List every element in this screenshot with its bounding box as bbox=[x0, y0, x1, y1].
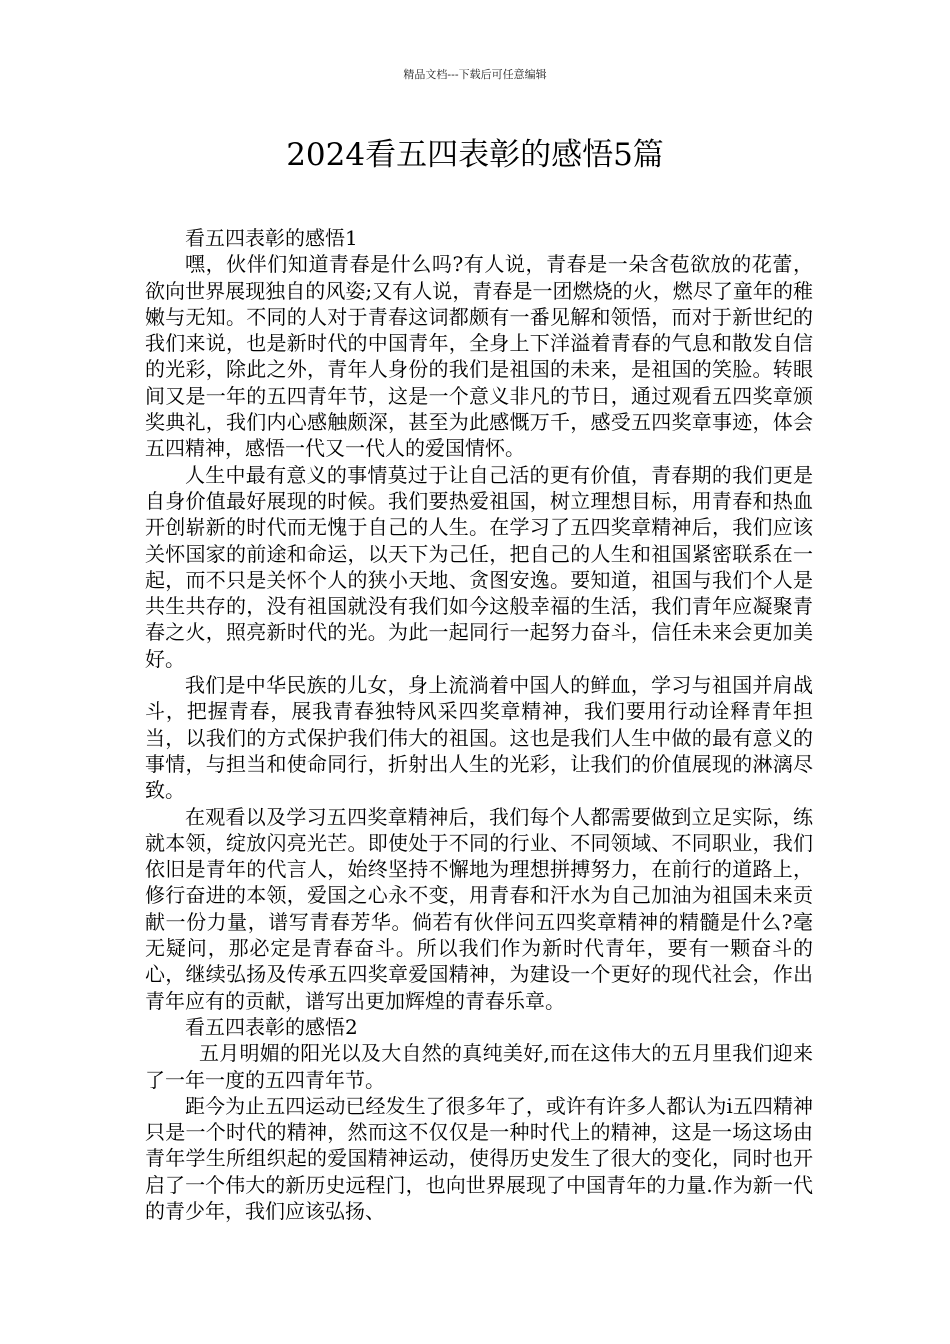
header-note: 精品文档---下载后可任意编辑 bbox=[403, 68, 547, 81]
paragraph: 距今为止五四运动已经发生了很多年了，或许有许多人都认为i五四精神只是一个时代的精神，然而这不仅仅是一种时代上的精神，这是一场这场由青年学生所组织起的爱国精神运动，使得历史发生了很大的变化，同时也开启了一个伟大的新历史远程门，也向世界展现了中国青年的力量.作为新一代的青少年，我们应该弘扬、 bbox=[145, 1093, 813, 1223]
page-title: 2024看五四表彰的感悟5篇 bbox=[286, 137, 664, 173]
section-heading-2: 看五四表彰的感悟2 bbox=[185, 1014, 358, 1039]
paragraph: 我们是中华民族的儿女，身上流淌着中国人的鲜血，学习与祖国并肩战斗，把握青春，展我青春独特风采四奖章精神，我们要用行动诠释青年担当，以我们的方式保护我们伟大的祖国。这也是我们人生中做的最有意义的事情，与担当和使命同行，折射出人生的光彩，让我们的价值展现的淋漓尽致。 bbox=[145, 673, 813, 803]
paragraph: 五月明媚的阳光以及大自然的真纯美好,而在这伟大的五月里我们迎来了一年一度的五四青年节。 bbox=[145, 1041, 813, 1092]
document-body bbox=[145, 225, 813, 1224]
section-heading-1: 看五四表彰的感悟1 bbox=[185, 226, 358, 250]
paragraph: 嘿，伙伴们知道青春是什么吗?有人说，青春是一朵含苞欲放的花蕾，欲向世界展现独自的风姿;又有人说，青春是一团燃烧的火，燃尽了童年的稚嫩与无知。不同的人对于青春这词都颇有一番见解和领悟，而对于新世纪的我们来说，也是新时代的中国青年，全身上下洋溢着青春的气息和散发自信的光彩，除此之外，青年人身份的我们是祖国的未来，是祖国的笑脸。转眼间又是一年的五四青年节，这是一个意义非凡的节日，通过观看五四奖章颁奖典礼，我们内心感触颇深，甚至为此感慨万千，感受五四奖章事迹，体会五四精神，感悟一代又一代人的爱国情怀。 bbox=[145, 252, 813, 461]
paragraph: 人生中最有意义的事情莫过于让自己活的更有价值，青春期的我们更是自身价值最好展现的时候。我们要热爱祖国，树立理想目标，用青春和热血开创崭新的时代而无愧于自己的人生。在学习了五四奖章精神后，我们应该关怀国家的前途和命运，以天下为己任，把自己的人生和祖国紧密联系在一起，而不只是关怀个人的狭小天地、贪图安逸。要知道，祖国与我们个人是共生共存的，没有祖国就没有我们如今这般幸福的生活，我们青年应凝聚青春之火，照亮新时代的光。为此一起同行一起努力奋斗，信任未来会更加美好。 bbox=[145, 462, 813, 671]
paragraph: 在观看以及学习五四奖章精神后，我们每个人都需要做到立足实际，练就本领，绽放闪亮光芒。即使处于不同的行业、不同领域、不同职业，我们依旧是青年的代言人，始终坚持不懈地为理想拼搏努力，在前行的道路上，修行奋进的本领，爱国之心永不变，用青春和汗水为自己加油为祖国未来贡献一份力量，谱写青春芳华。倘若有伙伴问五四奖章精神的精髓是什么?毫无疑问，那必定是青春奋斗。所以我们作为新时代青年，要有一颗奋斗的心，继续弘扬及传承五四奖章爱国精神，为建设一个更好的现代社会，作出青年应有的贡献，谱写出更加辉煌的青春乐章。 bbox=[145, 804, 813, 1013]
